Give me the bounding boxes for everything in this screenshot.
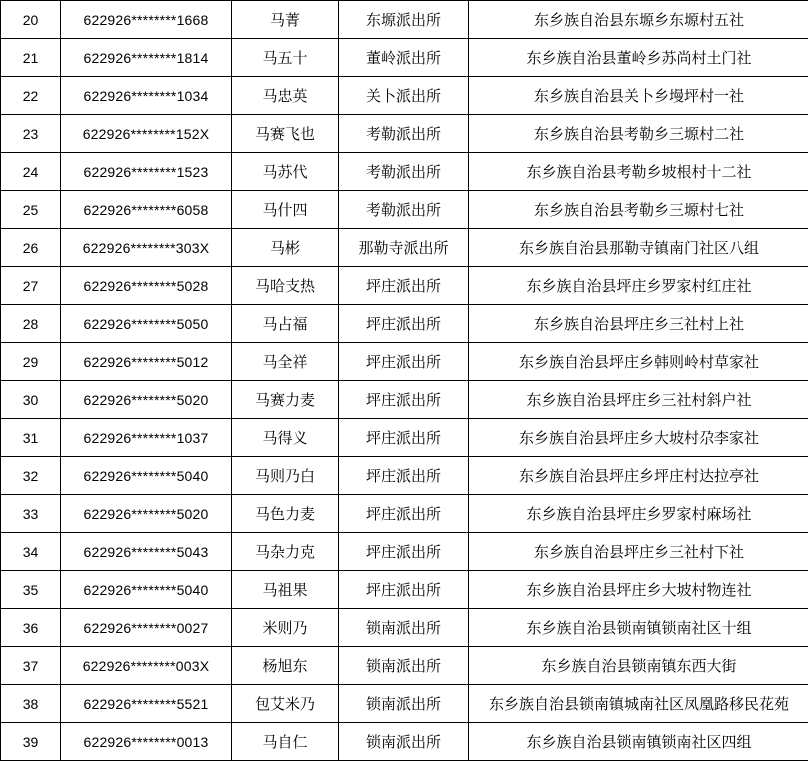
police-station: 坪庄派出所 <box>339 343 469 381</box>
police-station: 坪庄派出所 <box>339 457 469 495</box>
police-station: 坪庄派出所 <box>339 533 469 571</box>
id-number: 622926********0027 <box>61 609 232 647</box>
table-row <box>1 305 808 343</box>
id-number: 622926********1668 <box>61 1 232 39</box>
address: 东乡族自治县坪庄乡大坡村物连社 <box>469 571 808 609</box>
address: 东乡族自治县坪庄乡三社村上社 <box>469 305 808 343</box>
row-index: 28 <box>1 305 61 343</box>
address: 东乡族自治县考勒乡三塬村二社 <box>469 115 808 153</box>
table-row <box>1 343 808 381</box>
police-station: 坪庄派出所 <box>339 571 469 609</box>
table-row <box>1 571 808 609</box>
address: 东乡族自治县考勒乡坡根村十二社 <box>469 153 808 191</box>
id-number: 622926********5028 <box>61 267 232 305</box>
police-station: 坪庄派出所 <box>339 267 469 305</box>
id-number: 622926********5040 <box>61 457 232 495</box>
police-station: 考勒派出所 <box>339 115 469 153</box>
police-station: 坪庄派出所 <box>339 381 469 419</box>
address: 东乡族自治县锁南镇东西大街 <box>469 647 808 685</box>
person-name: 马忠英 <box>232 77 339 115</box>
table-row <box>1 647 808 685</box>
id-number: 622926********5012 <box>61 343 232 381</box>
person-name: 马哈支热 <box>232 267 339 305</box>
row-index: 24 <box>1 153 61 191</box>
row-index: 30 <box>1 381 61 419</box>
person-name: 马色力麦 <box>232 495 339 533</box>
person-name: 杨旭东 <box>232 647 339 685</box>
row-index: 23 <box>1 115 61 153</box>
row-index: 35 <box>1 571 61 609</box>
row-index: 31 <box>1 419 61 457</box>
police-station: 坪庄派出所 <box>339 305 469 343</box>
address: 东乡族自治县坪庄乡三社村下社 <box>469 533 808 571</box>
person-name: 马得义 <box>232 419 339 457</box>
row-index: 33 <box>1 495 61 533</box>
police-station: 锁南派出所 <box>339 609 469 647</box>
person-name: 马什四 <box>232 191 339 229</box>
table-body <box>1 1 808 761</box>
table-row <box>1 39 808 77</box>
row-index: 27 <box>1 267 61 305</box>
id-number: 622926********6058 <box>61 191 232 229</box>
person-name: 马全祥 <box>232 343 339 381</box>
address: 东乡族自治县坪庄乡韩则岭村草家社 <box>469 343 808 381</box>
police-station: 坪庄派出所 <box>339 495 469 533</box>
id-number: 622926********5040 <box>61 571 232 609</box>
person-name: 马杂力克 <box>232 533 339 571</box>
address: 东乡族自治县东塬乡东塬村五社 <box>469 1 808 39</box>
row-index: 32 <box>1 457 61 495</box>
row-index: 34 <box>1 533 61 571</box>
id-number: 622926********5043 <box>61 533 232 571</box>
police-station: 锁南派出所 <box>339 723 469 761</box>
address: 东乡族自治县董岭乡苏尚村土门社 <box>469 39 808 77</box>
row-index: 36 <box>1 609 61 647</box>
row-index: 39 <box>1 723 61 761</box>
row-index: 22 <box>1 77 61 115</box>
table-row <box>1 229 808 267</box>
person-name: 马五十 <box>232 39 339 77</box>
row-index: 25 <box>1 191 61 229</box>
address: 东乡族自治县坪庄乡大坡村尕李家社 <box>469 419 808 457</box>
police-station: 关卜派出所 <box>339 77 469 115</box>
police-station: 董岭派出所 <box>339 39 469 77</box>
table-row <box>1 115 808 153</box>
id-number: 622926********003X <box>61 647 232 685</box>
table-row <box>1 685 808 723</box>
address: 东乡族自治县关卜乡墁坪村一社 <box>469 77 808 115</box>
table-row <box>1 723 808 761</box>
table-row <box>1 77 808 115</box>
id-number: 622926********5020 <box>61 381 232 419</box>
person-name: 马赛飞也 <box>232 115 339 153</box>
row-index: 26 <box>1 229 61 267</box>
police-station: 考勒派出所 <box>339 153 469 191</box>
row-index: 38 <box>1 685 61 723</box>
id-number: 622926********5020 <box>61 495 232 533</box>
row-index: 29 <box>1 343 61 381</box>
id-number: 622926********1034 <box>61 77 232 115</box>
table-row <box>1 191 808 229</box>
police-station: 锁南派出所 <box>339 647 469 685</box>
table-row <box>1 609 808 647</box>
person-name: 米则乃 <box>232 609 339 647</box>
table-row <box>1 495 808 533</box>
id-number: 622926********5521 <box>61 685 232 723</box>
row-index: 20 <box>1 1 61 39</box>
address: 东乡族自治县锁南镇城南社区凤凰路移民花苑 <box>469 685 808 723</box>
person-name: 马苏代 <box>232 153 339 191</box>
person-name: 马则乃白 <box>232 457 339 495</box>
address: 东乡族自治县坪庄乡罗家村红庄社 <box>469 267 808 305</box>
row-index: 21 <box>1 39 61 77</box>
table-row <box>1 381 808 419</box>
police-station: 锁南派出所 <box>339 685 469 723</box>
id-number: 622926********303X <box>61 229 232 267</box>
table-row <box>1 267 808 305</box>
address: 东乡族自治县锁南镇锁南社区十组 <box>469 609 808 647</box>
id-number: 622926********1814 <box>61 39 232 77</box>
id-number: 622926********0013 <box>61 723 232 761</box>
table-row <box>1 153 808 191</box>
table-row <box>1 419 808 457</box>
person-name: 包艾米乃 <box>232 685 339 723</box>
police-station: 那勒寺派出所 <box>339 229 469 267</box>
person-name: 马赛力麦 <box>232 381 339 419</box>
police-station: 坪庄派出所 <box>339 419 469 457</box>
person-name: 马自仁 <box>232 723 339 761</box>
id-number: 622926********152X <box>61 115 232 153</box>
address: 东乡族自治县那勒寺镇南门社区八组 <box>469 229 808 267</box>
person-name: 马彬 <box>232 229 339 267</box>
table-row <box>1 457 808 495</box>
id-number: 622926********1037 <box>61 419 232 457</box>
address: 东乡族自治县坪庄乡罗家村麻场社 <box>469 495 808 533</box>
table-row <box>1 533 808 571</box>
person-name: 马祖果 <box>232 571 339 609</box>
address: 东乡族自治县锁南镇锁南社区四组 <box>469 723 808 761</box>
person-name: 马菁 <box>232 1 339 39</box>
police-station: 东塬派出所 <box>339 1 469 39</box>
police-station: 考勒派出所 <box>339 191 469 229</box>
table-row <box>1 1 808 39</box>
id-number: 622926********5050 <box>61 305 232 343</box>
id-number: 622926********1523 <box>61 153 232 191</box>
address: 东乡族自治县坪庄乡三社村斜户社 <box>469 381 808 419</box>
address: 东乡族自治县坪庄乡坪庄村达拉亭社 <box>469 457 808 495</box>
row-index: 37 <box>1 647 61 685</box>
person-name: 马占福 <box>232 305 339 343</box>
address: 东乡族自治县考勒乡三塬村七社 <box>469 191 808 229</box>
